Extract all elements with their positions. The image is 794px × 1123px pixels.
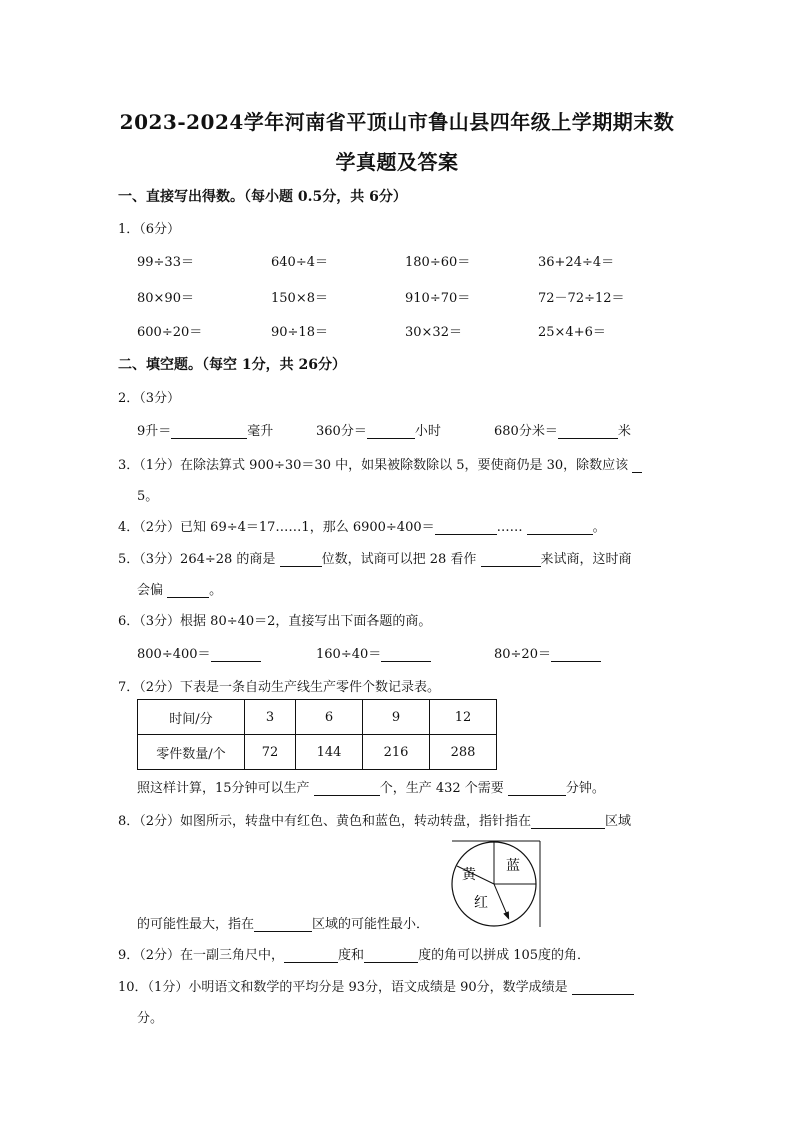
question-9: [118, 944, 590, 963]
answer-blank[interactable]: [284, 948, 338, 963]
calc-item: 99÷33＝: [137, 255, 194, 270]
table-cell: 288: [430, 735, 497, 770]
q2-c-text: 680分米＝: [494, 424, 558, 439]
q2-b-text: 360分＝: [316, 424, 367, 439]
answer-blank[interactable]: [632, 458, 642, 473]
table-cell: 6: [296, 700, 363, 735]
calc-item: 80×90＝: [137, 291, 194, 306]
q8-text-d: 区域的可能性最小．: [312, 917, 430, 932]
question-5-line-1: [118, 548, 632, 567]
sector-label-yellow: 黄: [462, 867, 476, 883]
calc-item: 600÷20＝: [137, 325, 203, 340]
calc-item: 36+24÷4＝: [538, 255, 615, 270]
question-7-text: [137, 777, 605, 796]
answer-blank[interactable]: [364, 948, 418, 963]
page-title-line-1: 2023-2024学年河南省平顶山市鲁山县四年级上学期期末数: [119, 110, 675, 134]
answer-blank[interactable]: [367, 424, 415, 439]
section-heading-1: 一、直接写出得数。（每小题 0.5分，共 6分）: [118, 189, 407, 205]
question-6-head: 6．（3分）根据 80÷40＝2，直接写出下面各题的商。: [118, 614, 432, 629]
calc-item: 30×32＝: [405, 325, 462, 340]
question-3-line-1: [118, 454, 642, 473]
q4-text: 4．（2分）已知 69÷4＝17……1，那么 6900÷400＝: [118, 520, 435, 535]
answer-blank[interactable]: [254, 917, 312, 932]
answer-blank[interactable]: [572, 980, 634, 995]
table-header-cell: 零件数量/个: [138, 735, 245, 770]
answer-blank[interactable]: [381, 647, 431, 662]
question-8-line-1: [118, 810, 631, 829]
q3-text: 3．（1分）在除法算式 900÷30＝30 中，如果被除数除以 5，要使商仍是 30，除数应该: [118, 458, 629, 473]
calc-item: 90÷18＝: [271, 325, 328, 340]
calc-item: 640÷4＝: [271, 255, 328, 270]
table-cell: 72: [245, 735, 296, 770]
q7-text-a: 照这样计算，15分钟可以生产: [137, 781, 310, 796]
table-row: [138, 700, 497, 735]
q5-text-c: 来试商，这时商: [540, 552, 632, 567]
q7-text-c: 分钟。: [565, 781, 605, 796]
calc-item: 150×8＝: [271, 291, 328, 306]
question-6-item-b: [316, 643, 431, 662]
answer-blank[interactable]: [527, 520, 593, 535]
q9-text-a: 9．（2分）在一副三角尺中，: [118, 948, 285, 963]
q2-a-unit: 毫升: [247, 424, 274, 439]
q8-text-c: 的可能性最大，指在: [137, 917, 255, 932]
answer-blank[interactable]: [508, 781, 566, 796]
q2-a-text: 9升＝: [137, 424, 172, 439]
answer-blank[interactable]: [531, 814, 605, 829]
answer-blank[interactable]: [314, 781, 380, 796]
q6-b-text: 160÷40＝: [316, 647, 382, 662]
question-2-item-c: [494, 420, 631, 439]
table-cell: 144: [296, 735, 363, 770]
question-10-line-2: 分。: [137, 1011, 164, 1026]
production-record-table: [137, 699, 497, 770]
question-2-head: 2．（3分）: [118, 391, 181, 406]
calc-item: 25×4+6＝: [538, 325, 606, 340]
q5-text-b: 位数，试商可以把 28 看作: [321, 552, 477, 567]
question-8-line-2: [137, 913, 429, 932]
q8-text-a: 8．（2分）如图所示，转盘中有红色、黄色和蓝色，转动转盘，指针指在: [118, 814, 532, 829]
question-4: [118, 516, 606, 535]
q4-ellipsis: ……: [496, 520, 523, 535]
sector-label-red: 红: [474, 895, 488, 911]
table-cell: 216: [363, 735, 430, 770]
calc-item: 910÷70＝: [405, 291, 471, 306]
calc-item: 180÷60＝: [405, 255, 471, 270]
q2-b-unit: 小时: [414, 424, 441, 439]
q6-c-text: 80÷20＝: [494, 647, 551, 662]
answer-blank[interactable]: [551, 647, 601, 662]
calc-item: 72－72÷12＝: [538, 291, 625, 306]
q5-text-d: 会偏: [137, 583, 164, 598]
q9-text-c: 度的角可以拼成 105度的角．: [418, 948, 591, 963]
q4-end: 。: [592, 520, 606, 535]
spinner-wheel-figure: [448, 838, 542, 928]
question-7-head: 7．（2分）下表是一条自动生产线生产零件个数记录表。: [118, 680, 441, 695]
q5-text-a: 5．（3分）264÷28 的商是: [118, 552, 276, 567]
answer-blank[interactable]: [171, 424, 247, 439]
q5-text-e: 。: [209, 583, 223, 598]
table-header-cell: 时间/分: [138, 700, 245, 735]
q9-text-b: 度和: [338, 948, 365, 963]
q2-c-unit: 米: [617, 424, 631, 439]
page-title-line-2: 学真题及答案: [335, 150, 459, 174]
table-cell: 9: [363, 700, 430, 735]
section-heading-2: 二、填空题。（每空 1分，共 26分）: [118, 357, 346, 373]
question-10-line-1: [118, 976, 634, 995]
answer-blank[interactable]: [481, 552, 541, 567]
q7-text-b: 个，生产 432 个需要: [379, 781, 504, 796]
sector-label-blue: 蓝: [506, 858, 520, 874]
question-3-line-2: 5。: [137, 489, 159, 504]
q10-text-a: 10．（1分）小明语文和数学的平均分是 93分，语文成绩是 90分，数学成绩是: [118, 980, 568, 995]
question-6-item-c: [494, 643, 601, 662]
answer-blank[interactable]: [167, 583, 209, 598]
question-1-head: 1．（6分）: [118, 222, 181, 237]
answer-blank[interactable]: [435, 520, 497, 535]
question-5-line-2: [137, 579, 222, 598]
q8-text-b: 区域: [605, 814, 632, 829]
table-row: [138, 735, 497, 770]
question-2-item-a: [137, 420, 273, 439]
table-cell: 12: [430, 700, 497, 735]
question-6-item-a: [137, 643, 261, 662]
answer-blank[interactable]: [211, 647, 261, 662]
q6-a-text: 800÷400＝: [137, 647, 211, 662]
table-cell: 3: [245, 700, 296, 735]
answer-blank[interactable]: [558, 424, 618, 439]
answer-blank[interactable]: [280, 552, 322, 567]
question-2-item-b: [316, 420, 441, 439]
